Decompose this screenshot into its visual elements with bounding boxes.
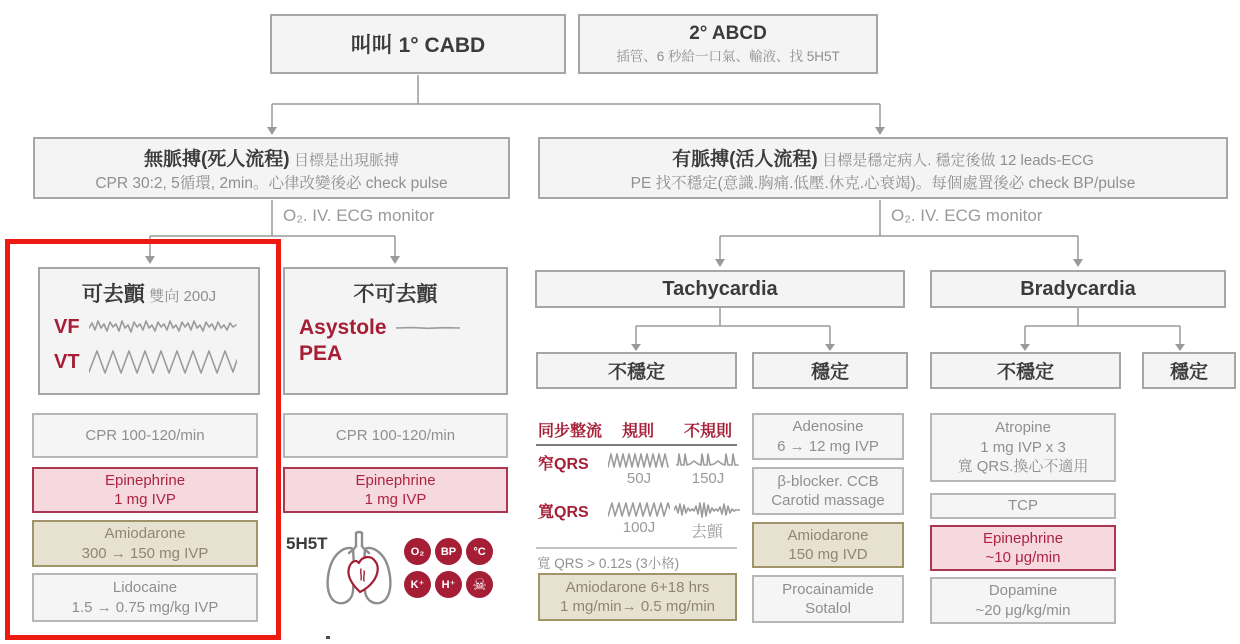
drug-line: 1 mg IVP x 3 <box>980 438 1066 456</box>
narrow-qrs-label: 窄QRS <box>538 456 589 473</box>
secondary-survey-subtitle: 插管、6 秒給一口氣、輸液、找 5H5T <box>616 49 840 64</box>
drug-line: Amiodarone 6+18 hrs <box>565 578 710 596</box>
wide-irregular-action: 去顫 <box>690 524 723 541</box>
monitor-label-left: O₂. IV. ECG monitor <box>283 206 435 225</box>
narrow-regular-waveform-icon <box>608 450 670 470</box>
brady-stable-label: 穩定 <box>1169 362 1208 383</box>
asystole-flatline-icon <box>396 323 460 333</box>
drug-line: Atropine <box>995 419 1051 437</box>
wide-irregular-waveform-icon <box>674 500 740 520</box>
brady-unstable-label: 不穩定 <box>996 362 1054 383</box>
drug-line: 6 → 12 mg IVP <box>777 437 879 455</box>
asystole-label: Asystole <box>299 316 387 339</box>
vf-waveform-icon <box>89 314 237 340</box>
tcp-box <box>930 493 1116 519</box>
amiodarone-150-box <box>752 522 904 568</box>
tachycardia-title: Tachycardia <box>662 277 778 300</box>
pea-label: PEA <box>299 342 343 365</box>
pulse-title: 有脈搏(活人流程) <box>672 148 818 170</box>
drug-line: Epinephrine <box>355 471 436 489</box>
atropine-box <box>930 413 1116 482</box>
procainamide-box <box>752 575 904 623</box>
pulseless-detail: CPR 30:2, 5循環, 2min。心律改變後必 check pulse <box>95 174 448 192</box>
tachy-stable-label: 穩定 <box>810 362 849 383</box>
adenosine-box <box>752 413 904 460</box>
cropped-text-artifact <box>326 636 330 639</box>
wide-qrs-note: 寬 QRS > 0.12s (3小格) <box>537 556 680 571</box>
narrow-irregular-waveform-icon <box>676 450 740 470</box>
narrow-irregular-joules: 150J <box>691 470 725 487</box>
vt-waveform-icon <box>89 346 237 378</box>
drug-line: Amiodarone <box>104 525 186 542</box>
drug-line: 寬 QRS.換心不適用 <box>957 458 1089 476</box>
oxygen-badge-icon: O₂ <box>404 538 431 565</box>
h5t-label: 5H5T <box>286 534 328 553</box>
shockable-amiodarone-box <box>32 520 258 567</box>
pulseless-title: 無脈搏(死人流程) <box>143 148 290 170</box>
drug-line: 1 mg/min→ 0.5 mg/min <box>559 598 716 615</box>
divider <box>536 444 737 446</box>
drug-line: β-blocker. CCB <box>777 472 879 490</box>
drug-line: 1 mg IVP <box>114 491 176 508</box>
drug-line: Lidocaine <box>112 579 178 596</box>
shockable-subtitle: 雙向 200J <box>149 288 217 305</box>
drug-line: Carotid massage <box>771 492 885 509</box>
dopamine-box <box>930 577 1116 624</box>
pulseless-goal: 目標是出現脈搏 <box>294 151 400 169</box>
drug-line: ~10 μg/min <box>985 549 1061 566</box>
shockable-title: 可去顫 <box>81 283 145 306</box>
shockable-lidocaine-box <box>32 573 258 622</box>
pulse-goal: 目標是穩定病人. 穩定後做 12 leads-ECG <box>822 151 1094 169</box>
nonshockable-title: 不可去顫 <box>353 283 438 306</box>
pulseless-branch-box <box>33 137 510 199</box>
shockable-box <box>38 267 260 395</box>
drug-line: Dopamine <box>988 582 1058 599</box>
primary-survey-title: 叫叫 1° CABD <box>350 34 486 57</box>
potassium-badge-icon: K⁺ <box>404 571 431 598</box>
shockable-epinephrine-box <box>32 467 258 513</box>
amiodarone-infusion-box <box>538 573 737 621</box>
narrow-regular-joules: 50J <box>626 470 652 487</box>
nonshockable-epinephrine-box <box>283 467 508 513</box>
drug-line: Sotalol <box>805 600 851 617</box>
regular-header: 規則 <box>622 423 655 440</box>
primary-survey-box <box>270 14 566 74</box>
monitor-label-right: O₂. IV. ECG monitor <box>891 206 1043 225</box>
drug-line: Procainamide <box>782 580 874 598</box>
brady-stable-box <box>1142 352 1236 389</box>
wide-regular-joules: 100J <box>622 519 656 536</box>
hydrogen-badge-icon: H⁺ <box>435 571 462 598</box>
wide-regular-waveform-icon <box>608 500 670 518</box>
vt-label: VT <box>54 350 80 373</box>
bradycardia-box <box>930 270 1226 308</box>
h5t-badges <box>404 538 493 598</box>
drug-line: Epinephrine <box>104 471 186 489</box>
drug-line: Amiodarone <box>787 526 869 544</box>
tachy-unstable-box <box>536 352 737 389</box>
nonshockable-cpr-box <box>283 413 508 458</box>
tachy-unstable-label: 不穩定 <box>607 362 665 383</box>
pulse-branch-box <box>538 137 1228 199</box>
drug-line: 150 mg IVD <box>788 546 868 563</box>
drug-line: 300 → 150 mg IVP <box>81 544 209 562</box>
drug-line: ~20 μg/kg/min <box>975 601 1071 619</box>
lungs-heart-icon <box>318 530 400 610</box>
wide-qrs-label: 寬QRS <box>538 504 589 521</box>
pulse-detail: PE 找不穩定(意識.胸痛.低壓.休克.心衰竭)。每個處置後必 check BP/pulse <box>630 174 1136 192</box>
drug-line: 1.5 → 0.75 mg/kg IVP <box>71 598 219 616</box>
sync-cardioversion-label: 同步整流 <box>538 423 603 440</box>
temperature-badge-icon: °C <box>466 538 493 565</box>
divider <box>536 547 737 549</box>
bp-badge-icon: BP <box>435 538 462 565</box>
beta-blocker-box <box>752 467 904 515</box>
nonshockable-cpr-text: CPR 100-120/min <box>335 426 456 444</box>
drug-line: Epinephrine <box>982 529 1064 547</box>
tachy-stable-box <box>752 352 908 389</box>
secondary-survey-title: 2° ABCD <box>689 23 767 44</box>
drug-line: Adenosine <box>792 418 864 435</box>
bradycardia-title: Bradycardia <box>1020 277 1136 300</box>
brady-epinephrine-box <box>930 525 1116 571</box>
nonshockable-box <box>283 267 508 395</box>
shockable-cpr-text: CPR 100-120/min <box>85 426 205 444</box>
tachycardia-box <box>535 270 905 308</box>
irregular-header: 不規則 <box>684 423 733 440</box>
drug-line: 1 mg IVP <box>364 491 427 508</box>
secondary-survey-box <box>578 14 878 74</box>
vf-label: VF <box>54 315 80 338</box>
brady-unstable-box <box>930 352 1121 389</box>
shockable-cpr-box <box>32 413 258 458</box>
skull-badge-icon: ☠ <box>466 571 493 598</box>
tcp-text: TCP <box>1008 497 1038 515</box>
